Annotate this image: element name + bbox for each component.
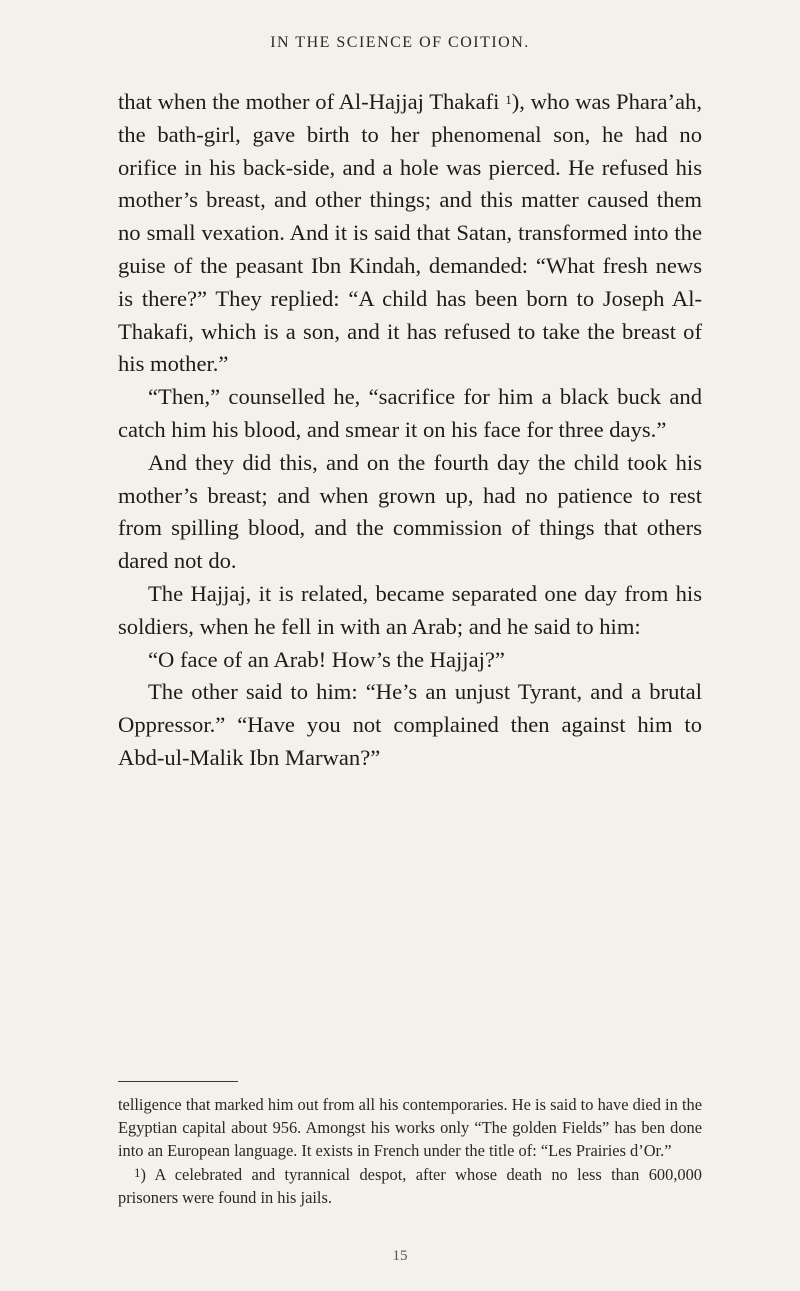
paragraph-5: “O face of an Arab! How’s the Hajjaj?” bbox=[148, 646, 505, 672]
body-text bbox=[118, 86, 702, 775]
footnotes bbox=[118, 1093, 702, 1209]
paragraph-1-start: that when the mother of Al-Hajjaj Thakafi bbox=[118, 89, 506, 114]
paragraph-3: And they did this, and on the fourth day the child took his mother’s breast; and when grown up, had no patience to rest from spilling blood, and the commission of things that others dared not do. bbox=[118, 449, 702, 574]
paragraph-1-rest: ), who was Phara’ah, the bath-girl, gave birth to her phenomenal son, he had no orifice in his back-side, and a hole was pierced. He refused his mother’s breast, and other things; and this matter caused them no small vexation. And it is said that Satan, transformed into the guise of the peasant Ibn Kindah, demanded: “What fresh news is there?” They replied: “A child has been born to Joseph Al-Thakafi, which is a son, and it has refused to take the breast of his mother.” bbox=[118, 89, 702, 377]
paragraph-6: The other said to him: “He’s an unjust Tyrant, and a brutal Oppressor.” “Have you not complained then against him to Abd-ul-Malik Ibn Marwan?” bbox=[118, 679, 702, 770]
footnote-1-text: ) A celebrated and tyrannical despot, after whose death no less than 600,000 prisoners were found in his jails. bbox=[118, 1164, 702, 1207]
footnote-divider bbox=[118, 1081, 238, 1082]
footnote-mark: 1 bbox=[134, 1164, 141, 1180]
paragraph-1 bbox=[118, 86, 702, 381]
footnote-reference[interactable]: 1 bbox=[505, 92, 512, 107]
footnote-continued: telligence that marked him out from all his contemporaries. He is said to have died in the Egyptian capital about 956. Amongst his works only “The golden Fields” has ben done into an European language. It exists in French under the title of: “Les Prairies d’Or.” bbox=[118, 1095, 702, 1161]
paragraph-2: “Then,” counselled he, “sacrifice for him a black buck and catch him his blood, and smear it on his face for three days.” bbox=[118, 384, 702, 442]
page-number: 15 bbox=[392, 1248, 408, 1264]
paragraph-4: The Hajjaj, it is related, became separated one day from his soldiers, when he fell in with an Arab; and he said to him: bbox=[118, 580, 702, 639]
footnote-1 bbox=[118, 1163, 702, 1209]
running-head: IN THE SCIENCE OF COITION. bbox=[270, 34, 530, 51]
